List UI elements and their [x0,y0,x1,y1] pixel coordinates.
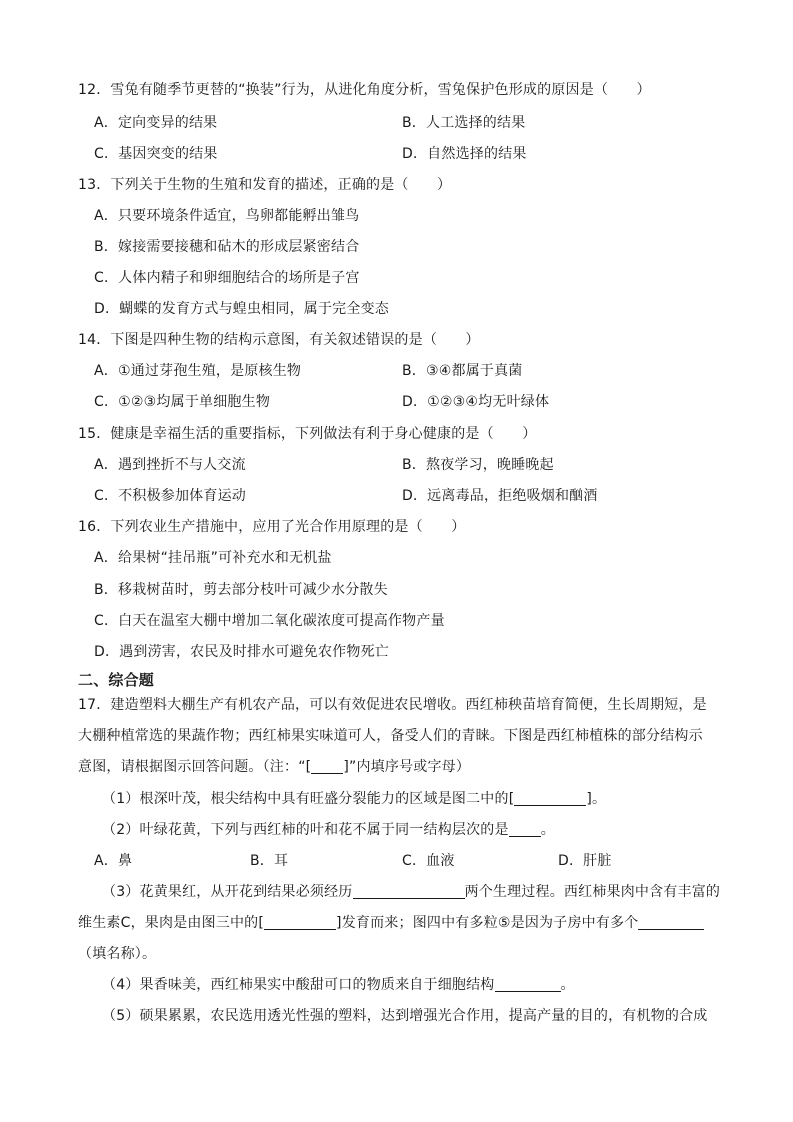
question-13-option-a: A．只要环境条件适宜，鸟卵都能孵出雏鸟 [94,208,360,224]
question-16-option-a: A．给果树“挂吊瓶”可补充水和无机盐 [94,550,332,566]
question-14-option-a: A．①通过芽孢生殖，是原核生物 [94,363,302,379]
question-12-option-c: C．基因突变的结果 [94,146,218,162]
section-heading: 二、综合题 [78,671,155,689]
question-12-option-d: D．自然选择的结果 [402,146,527,162]
question-15-option-b: B．熬夜学习，晚睡晚起 [402,457,554,473]
question-16-stem: 16．下列农业生产措施中，应用了光合作用原理的是（ ） [78,519,466,535]
answer-blank[interactable] [311,759,343,774]
question-17-part-2-option-b: B．耳 [250,853,289,869]
question-17-intro-line3: 意图，请根据图示回答问题。（注：“[ ]”内填序号或字母） [78,759,471,775]
question-17-part-3-line1: （3）花黄果红，从开花到结果必须经历 两个生理过程。西红柿果肉中含有丰富的 [102,884,721,900]
question-15-option-c: C．不积极参加体育运动 [94,488,246,504]
question-17-part-2-option-c: C．血液 [402,853,455,869]
question-17-part-2-option-d: D．肝脏 [558,853,612,869]
question-17-part-4: （4）果香味美，西红柿果实中酸甜可口的物质来自于细胞结构 。 [102,977,575,993]
question-17-part-3-line3: （填名称）。 [78,946,157,962]
answer-blank-part-1[interactable] [514,791,586,806]
answer-blank-part-3a[interactable] [353,884,465,899]
question-14-stem: 14．下图是四种生物的结构示意图，有关叙述错误的是（ ） [78,332,480,348]
answer-blank-part-2[interactable] [509,822,541,837]
question-13-option-c: C．人体内精子和卵细胞结合的场所是子宫 [94,270,360,286]
question-12-option-a: A．定向变异的结果 [94,115,218,131]
answer-blank-part-4[interactable] [495,977,561,992]
question-12-stem: 12．雪兔有随季节更替的“换装”行为，从进化角度分析，雪兔保护色形成的原因是（ ） [78,82,651,98]
question-14-option-c: C．①②③均属于单细胞生物 [94,394,271,410]
question-17-intro-line2: 大棚种植常选的果蔬作物；西红柿果实味道可人，备受人们的青睐。下图是西红柿植株的部分结构示 [78,728,703,744]
question-15-stem: 15．健康是幸福生活的重要指标，下列做法有利于身心健康的是（ ） [78,426,537,442]
question-13-option-d: D．蝴蝶的发育方式与蝗虫相同，属于完全变态 [94,301,389,317]
question-17-part-3-line2: 维生素C，果肉是由图三中的[ ]发育而来；图四中有多粒⑤是因为子房中有多个 [78,914,704,932]
question-17-part-5: （5）硕果累累，农民选用透光性强的塑料，达到增强光合作用，提高产量的目的，有机物的合成 [102,1008,708,1024]
question-17-part-2: （2）叶绿花黄，下列与西红柿的叶和花不属于同一结构层次的是 。 [102,822,555,838]
question-14-option-b: B．③④都属于真菌 [402,363,523,379]
question-17-part-1: （1）根深叶茂，根尖结构中具有旺盛分裂能力的区域是图二中的[ ]。 [102,791,607,807]
question-16-option-b: B．移栽树苗时，剪去部分枝叶可减少水分散失 [94,582,388,598]
question-14-option-d: D．①②③④均无叶绿体 [402,394,550,410]
question-13-stem: 13．下列关于生物的生殖和发育的描述，正确的是（ ） [78,177,452,193]
question-15-option-a: A．遇到挫折不与人交流 [94,457,246,473]
question-16-option-c: C．白天在温室大棚中增加二氧化碳浓度可提高作物产量 [94,613,445,629]
answer-blank-part-3b[interactable] [264,915,336,930]
question-12-option-b: B．人工选择的结果 [402,115,526,131]
question-17-intro-line1: 17．建造塑料大棚生产有机农产品，可以有效促进农民增收。西红柿秧苗培育简便，生长周期短，是 [78,697,707,713]
question-13-option-b: B．嫁接需要接穗和砧木的形成层紧密结合 [94,239,360,255]
question-15-option-d: D．远离毒品，拒绝吸烟和酗酒 [402,488,598,504]
answer-blank-part-3c[interactable] [638,915,704,930]
question-17-part-2-option-a: A．鼻 [94,853,133,869]
question-16-option-d: D．遇到涝害，农民及时排水可避免农作物死亡 [94,644,389,660]
